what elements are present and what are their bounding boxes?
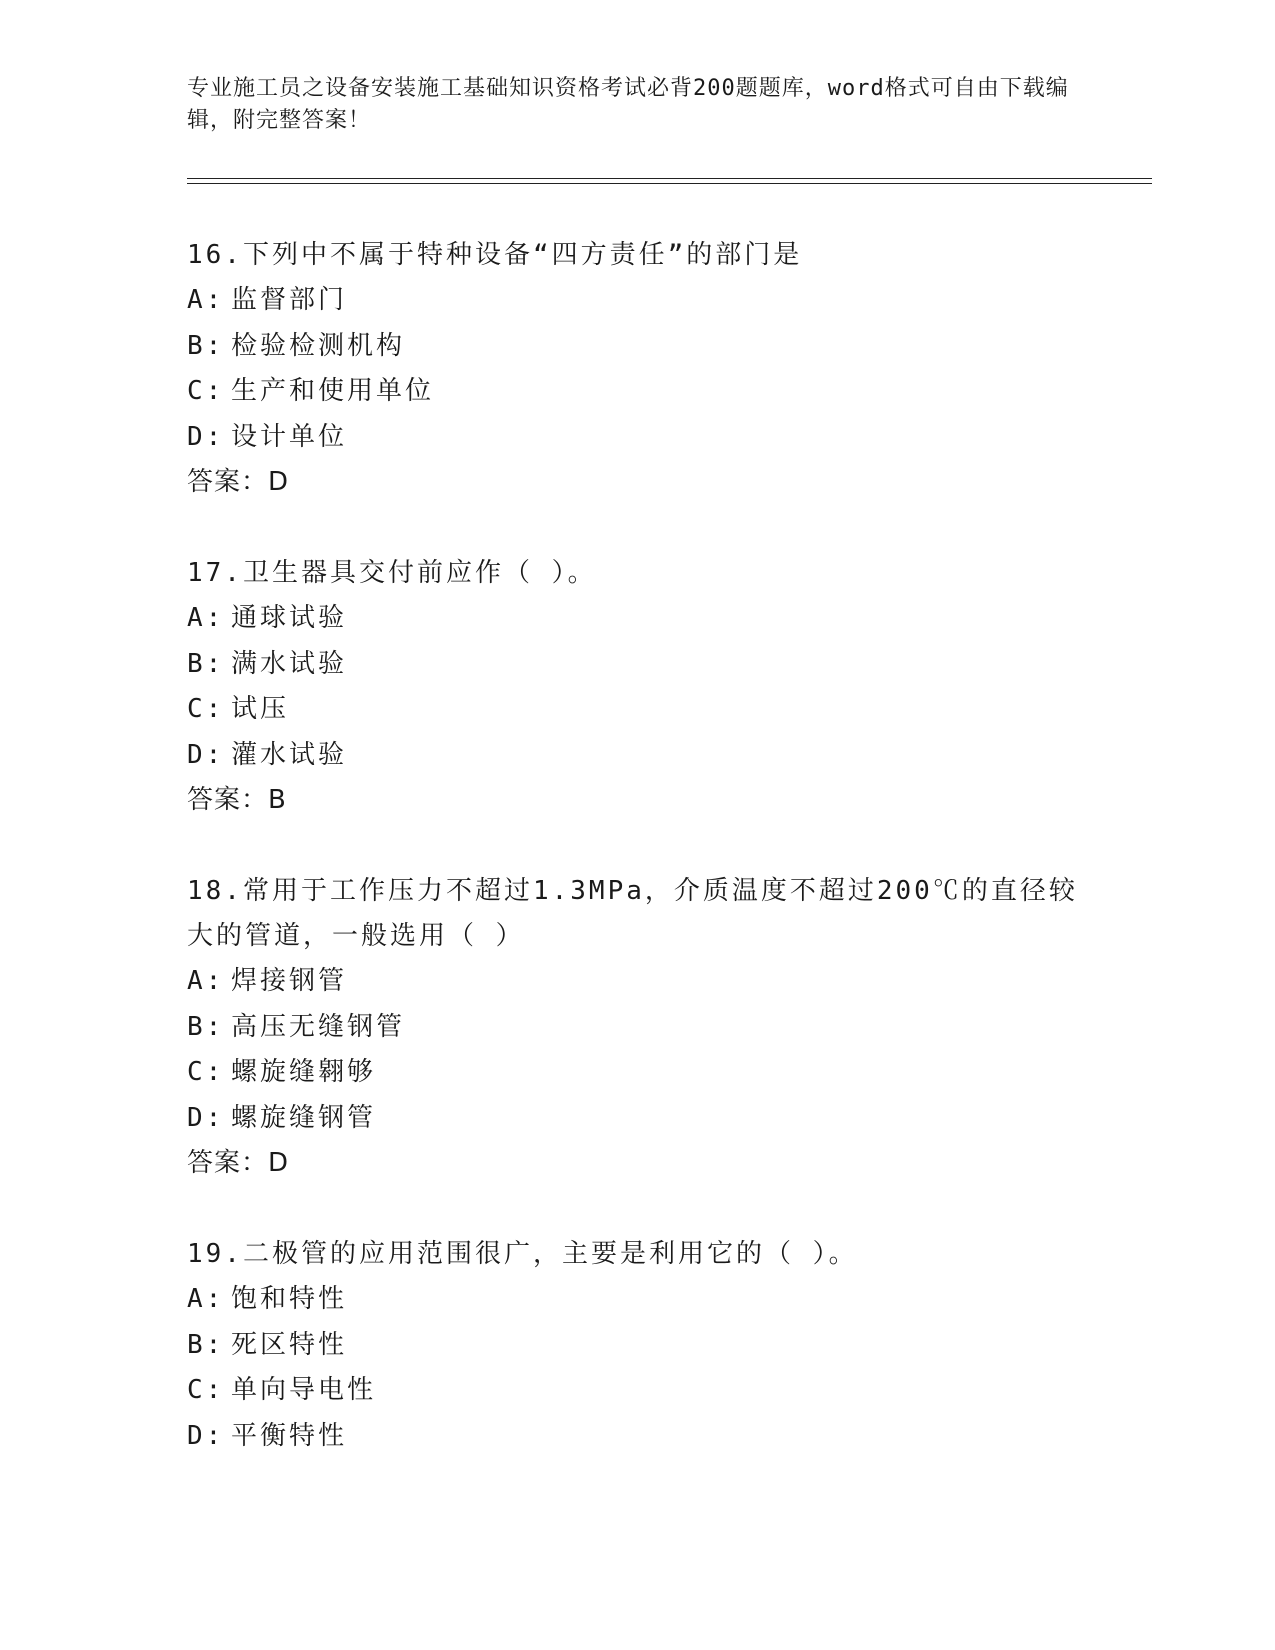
option-a	[187, 1277, 1087, 1323]
option-letter: A:	[187, 1284, 225, 1314]
answer: 答案：D	[187, 1148, 290, 1178]
option-d	[187, 1414, 1087, 1460]
option-b	[187, 642, 1087, 688]
option-text: 灌水试验	[231, 739, 348, 770]
option-letter: D:	[187, 1420, 225, 1451]
option-a	[187, 596, 1087, 642]
answer: 答案：B	[187, 785, 287, 815]
option-d	[187, 415, 1087, 461]
option-letter: D:	[187, 739, 225, 770]
question-stem: 19.二极管的应用范围很广，主要是利用它的（ ）。	[187, 1239, 858, 1269]
option-d	[187, 733, 1087, 779]
option-letter: C:	[187, 1375, 225, 1405]
option-text: 生产和使用单位	[231, 376, 435, 406]
option-c	[187, 1368, 1087, 1414]
option-d	[187, 1096, 1087, 1142]
question-16	[187, 233, 1087, 506]
option-text: 试压	[231, 694, 290, 724]
option-text: 螺旋缝钢管	[231, 1102, 377, 1133]
option-a	[187, 278, 1087, 324]
option-c	[187, 687, 1087, 733]
option-letter: A:	[187, 285, 225, 315]
question-18	[187, 869, 1087, 1187]
header-divider-bottom	[187, 183, 1152, 184]
question-17	[187, 551, 1087, 824]
option-text: 通球试验	[231, 603, 348, 633]
question-stem: 16.下列中不属于特种设备“四方责任”的部门是	[187, 240, 803, 270]
option-letter: C:	[187, 694, 225, 724]
option-letter: C:	[187, 1057, 225, 1087]
option-text: 饱和特性	[231, 1284, 348, 1314]
option-letter: A:	[187, 603, 225, 633]
option-text: 满水试验	[231, 648, 348, 679]
option-letter: D:	[187, 421, 225, 452]
option-b	[187, 324, 1087, 370]
option-text: 死区特性	[231, 1329, 348, 1360]
option-text: 单向导电性	[231, 1375, 377, 1405]
option-text: 检验检测机构	[231, 330, 406, 361]
option-text: 高压无缝钢管	[231, 1011, 406, 1042]
option-letter: B:	[187, 1011, 225, 1042]
option-text: 平衡特性	[231, 1420, 348, 1451]
question-stem: 18.常用于工作压力不超过1.3MPa，介质温度不超过200℃的直径较大的管道，一般选用（ ）	[187, 876, 1078, 951]
option-c	[187, 369, 1087, 415]
option-text: 焊接钢管	[231, 966, 348, 996]
question-19	[187, 1232, 1087, 1459]
option-a	[187, 959, 1087, 1005]
option-c	[187, 1050, 1087, 1096]
option-text: 螺旋缝翱够	[231, 1057, 377, 1087]
option-b	[187, 1005, 1087, 1051]
document-header: 专业施工员之设备安装施工基础知识资格考试必背200题题库，word格式可自由下载编辑，附完整答案！	[187, 76, 1069, 133]
header-divider-top	[187, 178, 1152, 179]
question-stem: 17.卫生器具交付前应作（ ）。	[187, 558, 597, 588]
option-letter: B:	[187, 330, 225, 361]
option-letter: B:	[187, 648, 225, 679]
option-letter: A:	[187, 966, 225, 996]
option-letter: C:	[187, 376, 225, 406]
option-letter: D:	[187, 1102, 225, 1133]
option-text: 监督部门	[231, 285, 348, 315]
option-text: 设计单位	[231, 421, 348, 452]
answer: 答案：D	[187, 467, 290, 497]
option-letter: B:	[187, 1329, 225, 1360]
option-b	[187, 1323, 1087, 1369]
